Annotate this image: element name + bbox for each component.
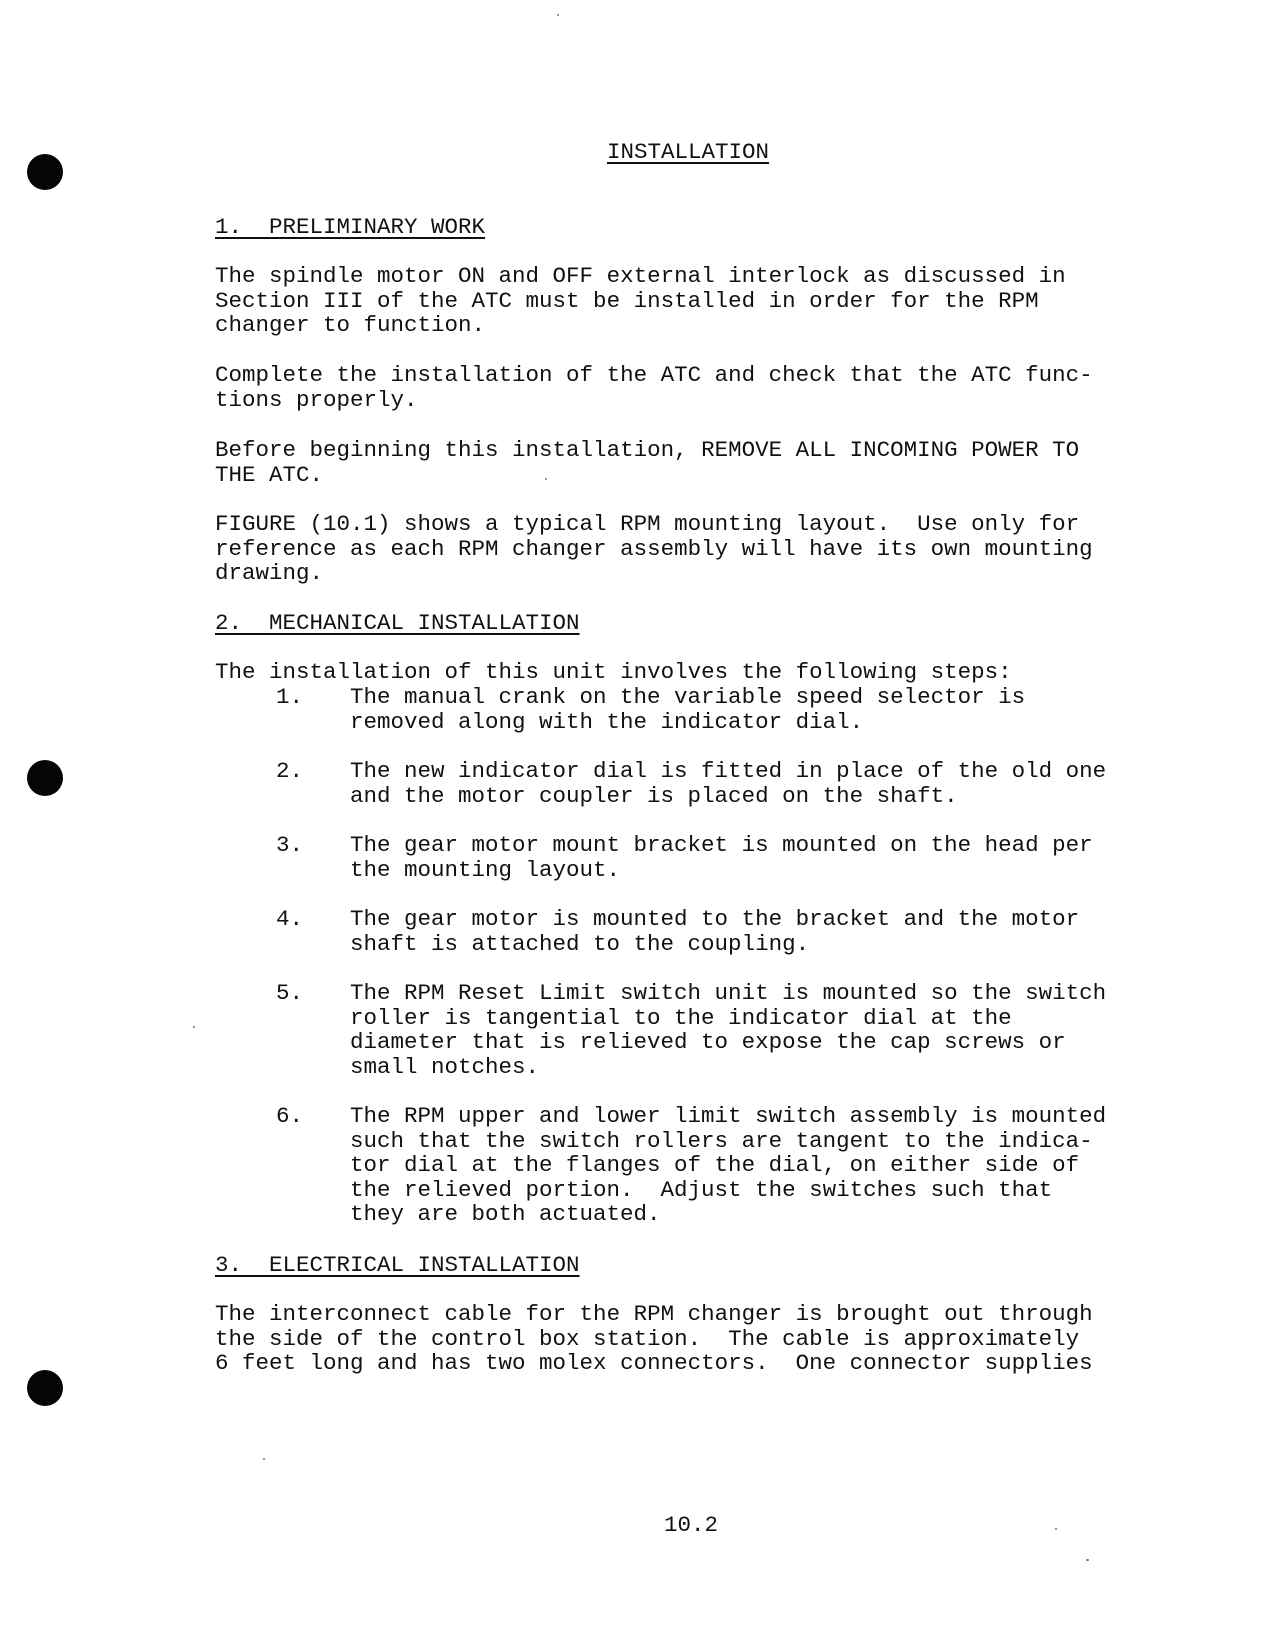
binder-hole [27, 1370, 63, 1406]
list-item-text: The gear motor is mounted to the bracket and the motor shaft is attached to the coupling. [350, 906, 1080, 957]
list-item-number: 6. [276, 1103, 304, 1129]
binder-hole [27, 154, 63, 190]
section-heading-mechanical-installation: 2. MECHANICAL INSTALLATION [215, 610, 580, 636]
paragraph: The interconnect cable for the RPM changer is brought out through the side of the control box station. The cable is approximately 6 feet long and has two molex connectors. One connector supplies [215, 1301, 1093, 1377]
scan-speck [557, 14, 559, 16]
list-item-number: 1. [276, 684, 304, 710]
scan-speck [193, 1026, 195, 1028]
scan-speck [263, 1458, 265, 1460]
page-number: 10.2 [664, 1512, 719, 1538]
paragraph: Complete the installation of the ATC and check that the ATC func- tions properly. [215, 362, 1093, 413]
list-item-number: 5. [276, 980, 304, 1006]
list-item-text: The RPM upper and lower limit switch assembly is mounted such that the switch rollers are tangent to the indica- tor dial at the flanges of the dial, on either side of the relieved portion. Adjust the switches such that they are both actuated. [350, 1103, 1107, 1228]
paragraph: Before beginning this installation, REMOVE ALL INCOMING POWER TO THE ATC. [215, 437, 1080, 488]
paragraph: The spindle motor ON and OFF external interlock as discussed in Section III of the ATC must be installed in order for the RPM changer to function. [215, 263, 1066, 339]
list-item-text: The gear motor mount bracket is mounted on the head per the mounting layout. [350, 832, 1093, 883]
list-item-text: The RPM Reset Limit switch unit is mounted so the switch roller is tangential to the indicator dial at the diameter that is relieved to expose the cap screws or small notches. [350, 980, 1107, 1080]
paragraph-intro: The installation of this unit involves the following steps: [215, 659, 1012, 685]
list-item [276, 980, 1107, 1080]
list-item-number: 2. [276, 758, 304, 784]
section-heading-preliminary-work: 1. PRELIMINARY WORK [215, 214, 486, 240]
page-title: INSTALLATION [607, 139, 770, 165]
section-heading-electrical-installation: 3. ELECTRICAL INSTALLATION [215, 1252, 580, 1278]
list-item-text: The manual crank on the variable speed selector is removed along with the indicator dial. [350, 684, 1026, 735]
list-item-number: 3. [276, 832, 304, 858]
scan-speck [1055, 1528, 1057, 1530]
list-item-text: The new indicator dial is fitted in place of the old one and the motor coupler is placed on the shaft. [350, 758, 1107, 809]
list-item [276, 1103, 1107, 1228]
paragraph: FIGURE (10.1) shows a typical RPM mounting layout. Use only for reference as each RPM changer assembly will have its own mounting drawing. [215, 511, 1093, 587]
scan-speck [1086, 1559, 1089, 1561]
list-item-number: 4. [276, 906, 304, 932]
binder-hole [27, 760, 63, 796]
